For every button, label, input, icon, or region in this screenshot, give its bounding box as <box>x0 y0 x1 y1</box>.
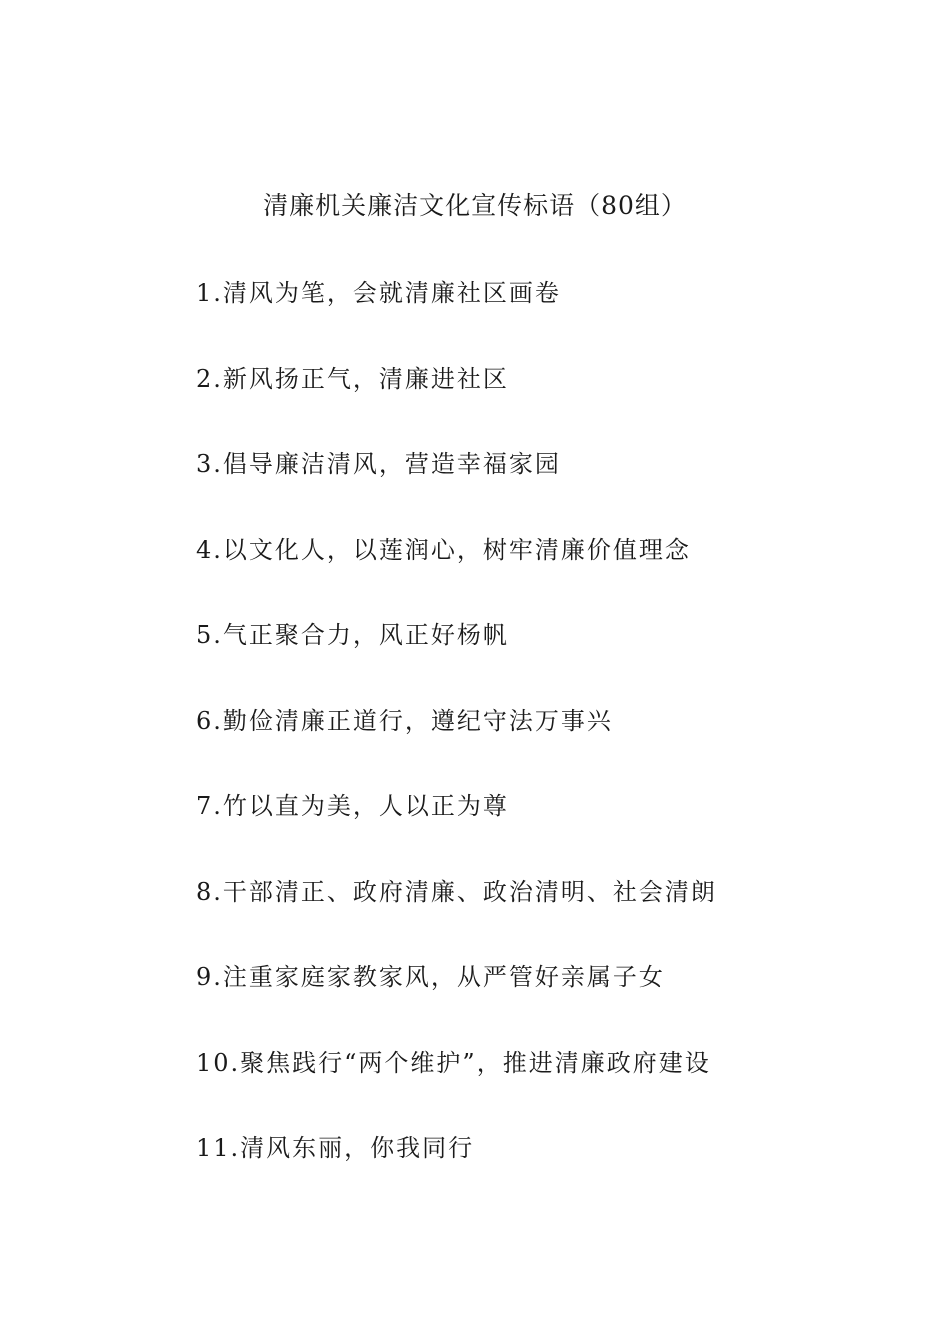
slogan-item: 11.清风东丽，你我同行 <box>196 1134 475 1162</box>
slogan-item: 6.勤俭清廉正道行，遵纪守法万事兴 <box>196 706 613 735</box>
slogan-list <box>196 273 717 1214</box>
slogan-item: 9.注重家庭家教家风，从严管好亲属子女 <box>196 963 665 991</box>
slogan-item: 1.清风为笔，会就清廉社区画卷 <box>196 279 561 307</box>
slogan-item: 3.倡导廉洁清风，营造幸福家园 <box>196 450 561 478</box>
slogan-item: 8.干部清正、政府清廉、政治清明、社会清朗 <box>196 877 717 906</box>
slogan-item: 2.新风扬正气，清廉进社区 <box>196 364 509 393</box>
slogan-item: 5.气正聚合力，风正好杨帆 <box>196 621 509 649</box>
document-title: 清廉机关廉洁文化宣传标语（80组） <box>263 191 687 220</box>
slogan-item: 4.以文化人，以莲润心，树牢清廉价值理念 <box>196 535 691 564</box>
slogan-item: 7.竹以直为美，人以正为尊 <box>196 792 509 820</box>
slogan-item: 10.聚焦践行“两个维护”，推进清廉政府建设 <box>196 1048 711 1077</box>
